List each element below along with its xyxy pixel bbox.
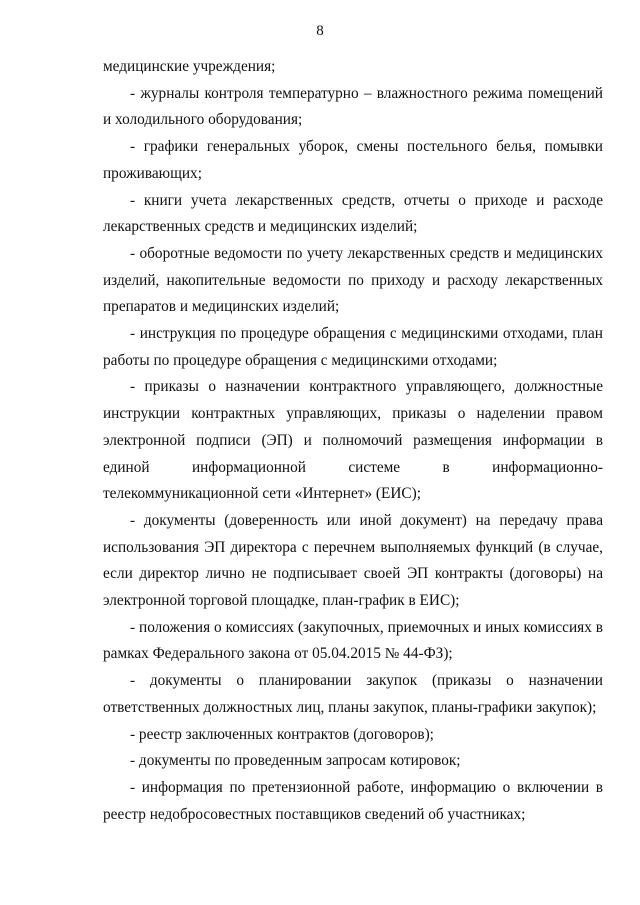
list-item: - реестр заключенных контрактов (договоров); bbox=[130, 725, 434, 743]
list-item: - графики генеральных уборок, смены постельного белья, помывки проживающих; bbox=[103, 138, 603, 182]
list-item: - документы о планировании закупок (приказы о назначении ответственных должностных лиц, планы закупок, планы-графики закупок); bbox=[103, 672, 603, 716]
list-item: - приказы о назначении контрактного управляющего, должностные инструкции контрактных управляющих, приказы о наделении правом электронной подписи (ЭП) и полномочий размещения информации в единой информационной системе в информационно-телекоммуникационной сети «Интернет» (ЕИС); bbox=[103, 378, 603, 503]
list-item: - положения о комиссиях (закупочных, приемочных и иных комиссиях в рамках Федерального закона от 05.04.2015 № 44-ФЗ); bbox=[103, 618, 603, 663]
list-item: - книги учета лекарственных средств, отчеты о приходе и расходе лекарственных средств и медицинских изделий; bbox=[103, 191, 603, 236]
list-item: - документы (доверенность или иной документ) на передачу права использования ЭП директора с перечнем выполняемых функций (в случае, если директор лично не подписывает своей ЭП контракты (договоры) на электронной торговой площадке, план-график в ЕИС); bbox=[103, 511, 603, 610]
list-item: - информация по претензионной работе, информацию о включении в реестр недобросовестных поставщиков сведений об участниках; bbox=[103, 778, 603, 823]
list-item: - инструкция по процедуре обращения с медицинскими отходами, план работы по процедуре обращения с медицинскими отходами; bbox=[103, 325, 603, 369]
list-item: - журналы контроля температурно – влажностного режима помещений и холодильного оборудования; bbox=[103, 84, 603, 129]
list-item: - документы по проведенным запросам котировок; bbox=[130, 752, 461, 770]
page-number: 8 bbox=[316, 23, 324, 39]
paragraph-continuation: медицинские учреждения; bbox=[103, 58, 276, 75]
list-item: - оборотные ведомости по учету лекарственных средств и медицинских изделий, накопительные ведомости по приходу и расходу лекарственных препаратов и медицинских изделий; bbox=[103, 244, 603, 316]
document-body bbox=[103, 54, 603, 828]
